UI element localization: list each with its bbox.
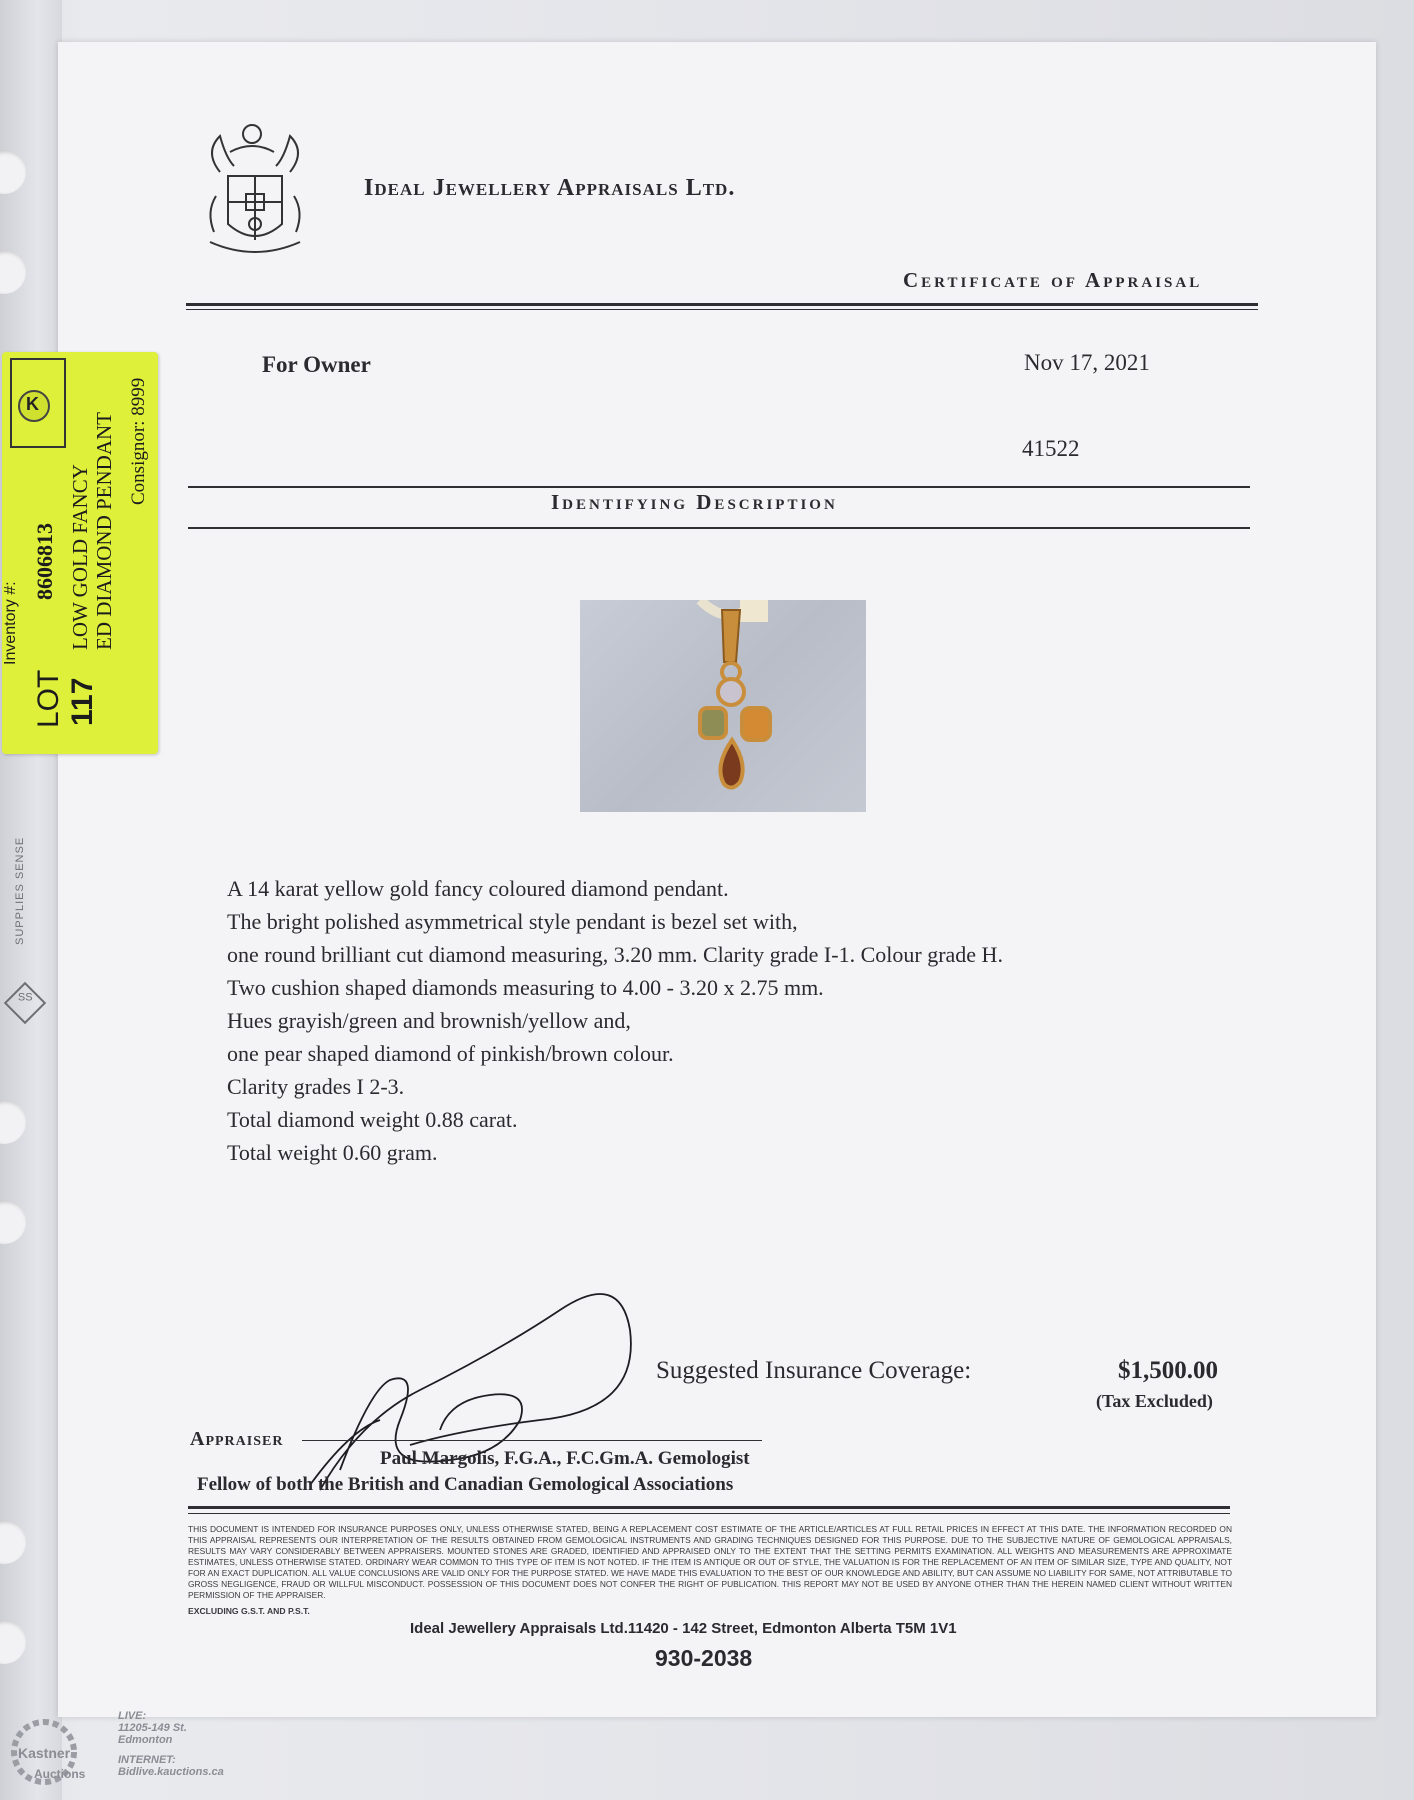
description-line: A 14 karat yellow gold fancy coloured diamond pendant. <box>227 876 729 901</box>
header-rule <box>186 303 1258 306</box>
description-line: one round brilliant cut diamond measuring, 3.20 mm. Clarity grade I-1. Colour grade H. <box>227 942 1003 967</box>
company-address: Ideal Jewellery Appraisals Ltd.11420 - 142 Street, Edmonton Alberta T5M 1V1 <box>410 1620 957 1637</box>
sleeve-brand: SUPPLIES SENSE <box>14 836 26 945</box>
binder-hole <box>0 1100 26 1144</box>
binder-hole <box>0 1200 26 1244</box>
internet-url: Bidlive.kauctions.ca <box>118 1766 224 1778</box>
item-title-line-1: LOW GOLD FANCY <box>68 464 92 650</box>
live-address: 11205-149 St. <box>118 1722 187 1734</box>
description-line: Clarity grades I 2-3. <box>227 1074 405 1099</box>
live-city: Edmonton <box>118 1734 173 1746</box>
consignor-number: Consignor: 8999 <box>128 377 149 505</box>
footer-rule-thin <box>188 1513 1230 1514</box>
appraiser-name: Paul Margolis, F.G.A., F.C.Gm.A. Gemologist <box>380 1448 750 1469</box>
pendant-image <box>580 600 866 812</box>
lot-label: LOT <box>32 669 65 728</box>
binder-hole <box>0 150 26 194</box>
description-line: Total weight 0.60 gram. <box>227 1140 438 1165</box>
inventory-label: Inventory #: <box>2 581 19 665</box>
document-title: Certificate of Appraisal <box>903 268 1203 292</box>
auction-logo-icon: K <box>18 390 50 422</box>
company-name: Ideal Jewellery Appraisals Ltd. <box>364 175 736 201</box>
footer-rule <box>188 1506 1230 1509</box>
description-list <box>227 872 1003 1169</box>
description-line: Hues grayish/green and brownish/yellow and, <box>227 1008 631 1033</box>
tax-note: (Tax Excluded) <box>1096 1391 1213 1411</box>
description-line: Total diamond weight 0.88 carat. <box>227 1107 518 1132</box>
certificate-number: 41522 <box>1022 436 1080 461</box>
appraiser-label: Appraiser <box>190 1428 284 1450</box>
tax-exclusion-note: EXCLUDING G.S.T. AND P.S.T. <box>188 1606 310 1616</box>
coverage-value: $1,500.00 <box>1118 1357 1218 1384</box>
internet-label: INTERNET: <box>118 1754 176 1766</box>
lot-number: 117 <box>66 677 99 726</box>
auction-watermark-logo-icon <box>8 1712 100 1792</box>
binder-hole <box>0 1520 26 1564</box>
section-title: Identifying Description <box>551 490 838 514</box>
description-line: one pear shaped diamond of pinkish/brown colour. <box>227 1041 674 1066</box>
company-phone: 930-2038 <box>655 1645 753 1671</box>
description-line: The bright polished asymmetrical style pendant is bezel set with, <box>227 909 798 934</box>
coverage-label: Suggested Insurance Coverage: <box>656 1357 972 1384</box>
section-rule-bottom <box>188 527 1250 529</box>
appraisal-date: Nov 17, 2021 <box>1024 350 1150 375</box>
owner-label: For Owner <box>262 352 371 377</box>
inventory-number: 8606813 <box>32 523 57 600</box>
binder-hole <box>0 1620 26 1664</box>
live-label: LIVE: <box>118 1710 147 1722</box>
sleeve-brand-mark: SS <box>17 991 33 1004</box>
pendant-photo <box>580 600 866 812</box>
disclaimer-text: THIS DOCUMENT IS INTENDED FOR INSURANCE PURPOSES ONLY, UNLESS OTHERWISE STATED, BEING A REPLACEMENT COST ESTIMATE OF THE ARTICLE/ARTICLES AT FULL RETAIL PRICES IN EFFECT AT THIS DATE. THE INFORMATION RECORDED ON THIS APPRAISAL REPRESENTS OUR INTERPRETATION OF THE RESULTS OBTAINED FROM GEMOLOGICAL INSTRUMENTS AND GRADING TECHNIQUES DESIGNED FOR THIS PURPOSE. DUE TO THE SUBJECTIVE NATURE OF GEMOLOGICAL APPRAISALS, RESULTS MAY VARY CONSIDERABLY BETWEEN APPRAISERS. MOUNTED STONES ARE GRADED, IDENTIFIED AND APPRAISED ONLY TO THE EXTENT THAT THE SETTING PERMITS EXAMINATION. ALL WEIGHTS AND MEASUREMENTS ARE APPROXIMATE ESTIMATES, UNLESS OTHERWISE STATED. ORDINARY WEAR COMMON TO THIS TYPE OF ITEM IS NOT NOTED. IF THE ITEM IS ANTIQUE OR OUT OF STYLE, THE VALUATION IS FOR THE REPLACEMENT OF AN ITEM OF SIMILAR SIZE, TYPE AND QUALITY, NOT FOR AN EXACT DUPLICATION. ALL VALUE CONCLUSIONS ARE VALID ONLY FOR THE PURPOSE STATED. WE HAVE MADE THIS EVALUATION TO THE BEST OF OUR KNOWLEDGE AND ABILITY, BUT CAN ASSUME NO LIABILITY FOR SAME, NOT ATTRIBUTABLE TO GROSS NEGLIGENCE, FRAUD OR WILLFUL MISCONDUCT. POSSESSION OF THIS DOCUMENT DOES NOT CONFER THE RIGHT OF PUBLICATION. THIS REPORT MAY NOT BE USED BY ANYONE OTHER THAN THE HEREIN NAMED CLIENT WITHOUT WRITTEN PERMISSION OF THE APPRAISER. <box>188 1524 1232 1600</box>
header-rule-thin <box>186 309 1258 310</box>
fellow-line: Fellow of both the British and Canadian Gemological Associations <box>197 1474 734 1495</box>
logo-text-2: Auctions <box>34 1767 86 1781</box>
description-line: Two cushion shaped diamonds measuring to 4.00 - 3.20 x 2.75 mm. <box>227 975 824 1000</box>
binder-hole <box>0 250 26 294</box>
signature-line <box>302 1440 762 1441</box>
sleeve-edge <box>0 0 62 1800</box>
logo-text-1: Kastner <box>18 1745 71 1761</box>
item-title-line-2: ED DIAMOND PENDANT <box>92 412 116 650</box>
coat-of-arms-icon <box>190 112 320 262</box>
watermark-text <box>118 1710 224 1778</box>
section-rule-top <box>188 486 1250 488</box>
